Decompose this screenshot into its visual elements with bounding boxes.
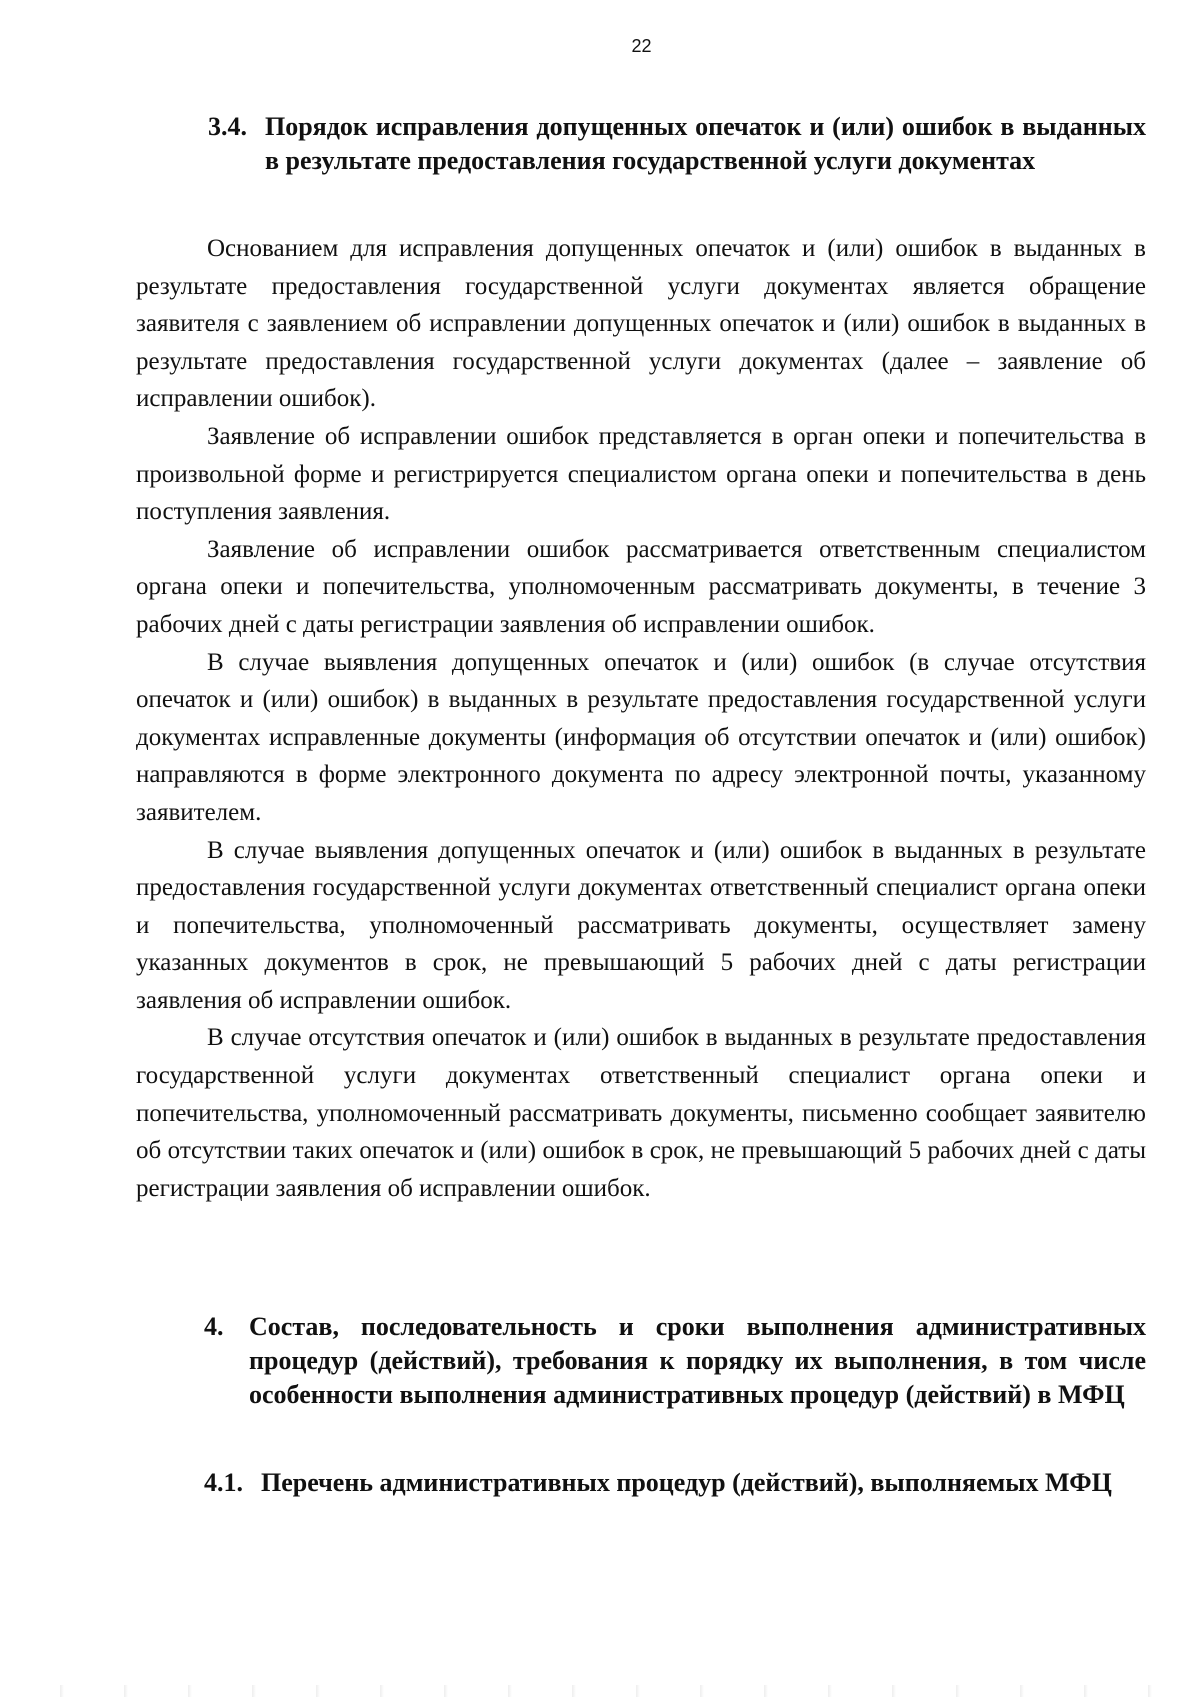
section-4-heading [204, 1310, 1146, 1412]
scan-edge [0, 1685, 1200, 1697]
paragraph: В случае отсутствия опечаток и (или) ошибок в выданных в результате предоставления государственной услуги документах ответственный специалист органа опеки и попечительства, уполномоченный рассматривать документы, письменно сообщает заявителю об отсутствии таких опечаток и (или) ошибок в срок, не превышающий 5 рабочих дней с даты регистрации заявления об исправлении ошибок. [136, 1024, 1146, 1202]
section-3-4-number: 3.4. [208, 112, 247, 141]
paragraph: Основанием для исправления допущенных опечаток и (или) ошибок в выданных в результате предоставления государственной услуги документах является обращение заявителя с заявлением об исправлении допущенных опечаток и (или) ошибок в выданных в результате предоставления государственной услуги документах (далее – заявление об исправлении ошибок). [136, 235, 1146, 413]
section-3-4-body [136, 230, 1146, 1207]
page-number: 22 [631, 36, 652, 56]
section-4-1-title: Перечень административных процедур (действий), выполняемых МФЦ [261, 1468, 1112, 1497]
section-4-1-number: 4.1. [204, 1468, 243, 1497]
paragraph: В случае выявления допущенных опечаток и (или) ошибок (в случае отсутствия опечаток и (или) ошибок) в выданных в результате предоставления государственной услуги документах исправленные документы (информация об отсутствии опечаток и (или) ошибок) направляются в форме электронного документа по адресу электронной почты, указанному заявителем. [136, 648, 1146, 826]
section-4-1-heading [204, 1466, 1146, 1500]
section-4-title: Состав, последовательность и сроки выполнения административных процедур (действий), требования к порядку их выполнения, в том числе особенности выполнения административных процедур (действий) в МФЦ [249, 1312, 1146, 1409]
paragraph: В случае выявления допущенных опечаток и (или) ошибок в выданных в результате предоставления государственной услуги документах ответственный специалист органа опеки и попечительства, уполномоченный рассматривать документы, осуществляет замену указанных документов в срок, не превышающий 5 рабочих дней с даты регистрации заявления об исправлении ошибок. [136, 836, 1146, 1014]
paragraph: Заявление об исправлении ошибок рассматривается ответственным специалистом органа опеки и попечительства, уполномоченным рассматривать документы, в течение 3 рабочих дней с даты регистрации заявления об исправлении ошибок. [136, 535, 1146, 638]
section-3-4-heading [208, 110, 1146, 178]
paragraph: Заявление об исправлении ошибок представляется в орган опеки и попечительства в произвольной форме и регистрируется специалистом органа опеки и попечительства в день поступления заявления. [136, 422, 1146, 526]
section-4-number: 4. [204, 1312, 224, 1341]
section-3-4-title: Порядок исправления допущенных опечаток и (или) ошибок в выданных в результате предоставления государственной услуги документах [265, 112, 1146, 175]
